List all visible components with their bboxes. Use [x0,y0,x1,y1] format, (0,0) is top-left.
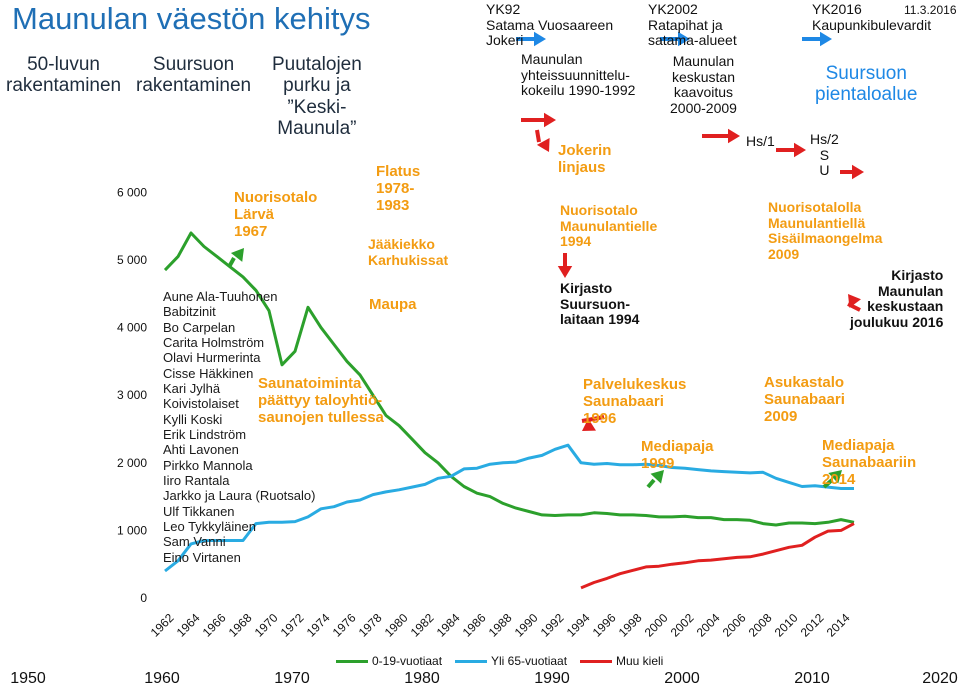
x-tick-label: 2004 [693,610,723,640]
annotation-yk92: YK92 Satama Vuosaareen Jokeri [486,1,614,49]
arrow-red-hs1-head [794,143,806,157]
arrow-blue-yk2016-head [820,32,832,46]
era-label-1950s: 50-luvun rakentaminen [6,54,122,97]
name-item: Leo Tykkyläinen [163,518,256,534]
x-tick-label: 1998 [615,610,645,640]
legend-label-yli65: Yli 65-vuotiaat [491,654,568,668]
arrow-red-yhteissuunnittelu-head [544,113,556,127]
decade-label: 1990 [534,670,570,687]
annotation-hs2: Hs/2 S U [810,131,839,179]
arrow-green-larva-shaft [229,258,234,267]
x-tick-label: 1978 [355,610,385,640]
era-label-suursuo: Suursuon rakentaminen [136,54,252,97]
x-tick-label: 2006 [719,610,749,640]
decade-label: 2020 [922,670,958,687]
name-item: Eino Virtanen [163,549,241,565]
arrow-red-kirjasto-head [558,266,572,278]
annotation-sisailma: Nuorisotalolla Maunulantiellä Sisäilmaongelma 2009 [768,199,883,263]
name-item: Kari Jylhä [163,380,221,396]
name-item: Cisse Häkkinen [163,365,254,381]
name-item: Aune Ala-Tuuhonen [163,289,278,304]
name-item: Kylli Koski [163,411,223,427]
decade-label: 1950 [10,670,46,687]
annotation-yk2002: YK2002 Ratapihat ja satama-alueet [648,1,737,49]
x-tick-label: 1986 [459,610,489,640]
legend-label-muu-kieli: Muu kieli [616,654,664,668]
arrow-red-jokeri-shaft [537,130,539,142]
annotation-nuorisotalo-1994: Nuorisotalo Maunulantielle 1994 [560,202,658,250]
x-tick-label: 1982 [407,610,437,640]
annotation-mediapaja-1999: Mediapaja 1999 [641,438,714,472]
annotation-saunatoiminta: Saunatoiminta päättyy taloyhtiö- saunojen tullessa [258,375,384,426]
annotation-jokerin-linjaus: Jokerin linjaus [558,142,612,176]
name-item: Bo Carpelan [163,319,236,335]
y-tick-label: 4 000 [116,320,147,335]
decade-label: 2000 [664,670,700,687]
series-line-2 [581,524,854,588]
x-tick-label: 1966 [199,610,229,640]
legend-item-0-19 [336,654,442,668]
legend-swatch-red [580,660,612,663]
legend-item-yli65 [455,654,567,668]
annotation-nuorisotalo-larva: Nuorisotalo Lärvä 1967 [234,189,318,240]
x-tick-label: 1984 [433,610,463,640]
annotation-suursuon-pientaloalue: Suursuon pientaloalue [815,63,918,106]
y-tick-label: 3 000 [116,388,147,403]
arrow-red-hs2-head [852,165,864,179]
y-tick-label: 6 000 [116,185,147,200]
x-tick-label: 1976 [329,610,359,640]
annotation-keskustan-kaavoitus: Maunulan keskustan kaavoitus 2000-2009 [670,53,737,117]
arrow-green-mediapaja-1999-shaft [648,480,654,487]
annotation-jaakiekko: Jääkiekko Karhukissat [368,236,449,268]
name-item: Carita Holmström [163,334,265,350]
annotation-mediapaja-2014: Mediapaja Saunabaariin 2014 [822,437,917,488]
x-tick-label: 1980 [381,610,411,640]
legend-swatch-green [336,660,368,663]
x-tick-label: 1990 [511,610,541,640]
legend-label-0-19: 0-19-vuotiaat [372,654,443,668]
era-label-puutalojen: Puutalojen purku ja ”Keski- Maunula” [272,54,362,139]
y-tick-label: 0 [140,591,147,605]
annotation-kirjasto-2016: Kirjasto Maunulan keskustaan joulukuu 2016 [850,267,944,331]
name-item: Babitzinit [163,304,216,320]
x-tick-label: 1962 [147,610,177,640]
decade-label: 1970 [274,670,310,687]
x-tick-label: 2000 [641,610,671,640]
name-item: Ulf Tikkanen [163,503,235,519]
x-tick-label: 1992 [537,610,567,640]
name-item: Pirkko Mannola [163,457,253,473]
name-item: Jarkko ja Laura (Ruotsalo) [163,488,316,504]
name-item: Olavi Hurmerinta [163,350,261,366]
y-tick-label: 5 000 [116,253,147,267]
x-tick-label: 1988 [485,610,515,640]
name-item: Iiro Rantala [163,472,230,488]
annotation-hs1: Hs/1 [746,133,775,149]
name-item: Sam Vanni [163,534,226,550]
name-item: Koivistolaiset [163,396,239,412]
name-item: Ahti Lavonen [163,442,239,458]
page-title: Maunulan väestön kehitys [12,1,371,36]
legend-swatch-blue [455,660,487,663]
annotation-flatus: Flatus 1978- 1983 [376,163,421,214]
annotation-palvelukeskus: Palvelukeskus Saunabaari 1996 [583,376,687,427]
name-item: Erik Lindström [163,426,247,442]
decade-label: 1980 [404,670,440,687]
arrow-red-kaavoitus-head [728,129,740,143]
x-tick-label: 1996 [589,610,619,640]
x-tick-label: 1994 [563,610,593,640]
x-tick-label: 2008 [745,610,775,640]
legend-item-muu-kieli [580,654,663,668]
y-tick-label: 1 000 [116,523,147,538]
decade-label: 1960 [144,670,180,687]
x-tick-label: 2014 [823,610,853,640]
y-tick-label: 2 000 [116,455,147,470]
x-tick-label: 1972 [277,610,307,640]
annotation-yk2016: YK2016 Kaupunkibulevardit [812,1,932,33]
annotation-asukastalo: Asukastalo Saunabaari 2009 [764,374,845,425]
x-tick-label: 1970 [251,610,281,640]
annotation-maupa: Maupa [369,296,417,313]
x-tick-label: 1968 [225,610,255,640]
x-tick-label: 2012 [797,610,827,640]
annotation-kirjasto-1994: Kirjasto Suursuon- laitaan 1994 [560,280,640,328]
date-label: 11.3.2016 [904,3,957,17]
x-tick-label: 1964 [173,610,203,640]
x-tick-label: 1974 [303,610,333,640]
x-tick-label: 2002 [667,610,697,640]
x-tick-label: 2010 [771,610,801,640]
names-list [163,289,315,565]
decade-label: 2010 [794,670,830,687]
annotation-yhteissuunnittelu: Maunulan yhteissuunnittelu- kokeilu 1990-1992 [521,51,636,99]
